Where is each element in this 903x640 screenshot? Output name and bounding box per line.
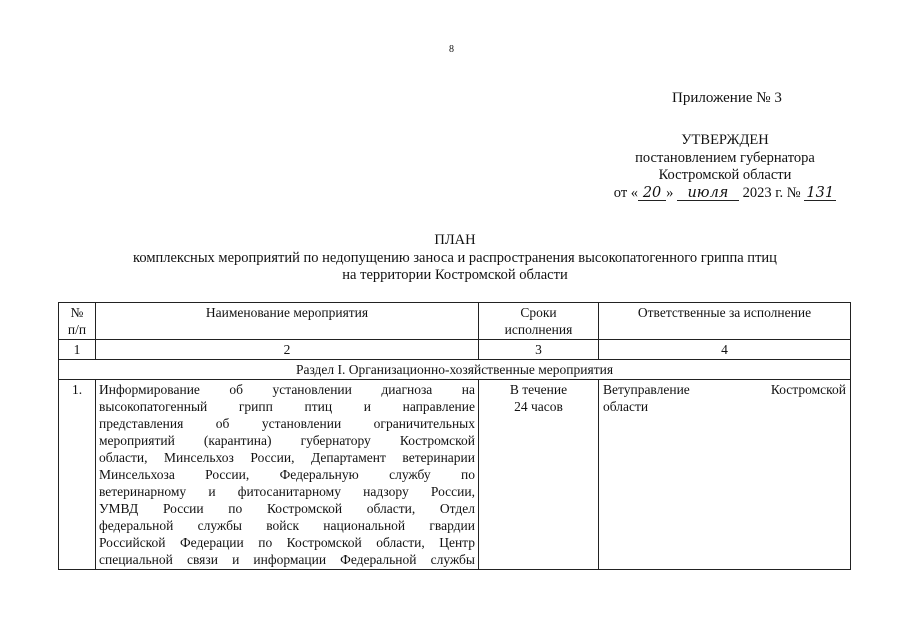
responsible-word-2: Костромской [770, 382, 846, 397]
column-number: 4 [599, 340, 851, 360]
approval-title: УТВЕРЖДЕН [681, 132, 769, 148]
activity-line: области, Минсельхоз России, Департамент ветеринарии [99, 450, 475, 465]
header-deadline [479, 303, 599, 340]
activity-line: Российской Федерации по Костромской области, Центр [99, 535, 475, 550]
handwritten-month: июля [677, 186, 739, 201]
activity-line: мероприятий (карантина) губернатору Костромской [99, 433, 475, 448]
row-number: 1. [59, 380, 96, 570]
activity-line: Информирование об установлении диагноза на [99, 382, 475, 397]
table-row [59, 380, 851, 570]
header-num [59, 303, 96, 340]
plan-table [58, 302, 851, 570]
approval-line-1: постановлением губернатора [635, 149, 815, 166]
year-text: 2023 г. № [742, 184, 801, 201]
plan-title-block [60, 232, 850, 285]
date-prefix: от « [613, 184, 639, 201]
date-mid: » [666, 184, 674, 201]
header-num-label: № п/п [67, 305, 87, 337]
activity-line: федеральной службы войск национальной гвардии [99, 518, 475, 533]
handwritten-day: 20 [638, 186, 666, 201]
table-header-row [59, 303, 851, 340]
column-number: 1 [59, 340, 96, 360]
appendix-label: Приложение № 3 [672, 90, 782, 106]
header-deadline-label: Сроки исполнения [504, 305, 573, 337]
deadline-line-1: В течение [509, 382, 568, 397]
plan-title: ПЛАН [434, 232, 476, 248]
approval-date-line [560, 185, 890, 203]
responsible-line-2: области [603, 399, 649, 414]
activity-line: специальной связи и информации Федеральной службы [99, 552, 475, 567]
row-responsible [599, 380, 851, 570]
page-number: 8 [449, 44, 454, 55]
handwritten-number: 131 [804, 186, 836, 201]
responsible-word-1: Ветуправление [603, 382, 690, 397]
responsible-line-1 [603, 381, 846, 398]
approval-block [560, 132, 890, 202]
plan-subtitle-line-1: комплексных мероприятий по недопущению заноса и распространения высокопатогенного гриппа птиц [133, 249, 777, 266]
column-number: 3 [479, 340, 599, 360]
activity-line: представления об установлении ограничительных [99, 416, 475, 431]
header-name: Наименование мероприятия [96, 303, 479, 340]
header-responsible: Ответственные за исполнение [599, 303, 851, 340]
activity-line: Минсельхоза России, Федеральную службу по [99, 467, 475, 482]
column-number: 2 [96, 340, 479, 360]
deadline-line-2: 24 часов [514, 399, 563, 414]
activity-line: ветеринарному и фитосанитарному надзору России, [99, 484, 475, 499]
row-activity [96, 380, 479, 570]
section-row [59, 360, 851, 380]
section-title: Раздел I. Организационно-хозяйственные мероприятия [59, 360, 851, 380]
activity-line: высокопатогенный грипп птиц и направление [99, 399, 475, 414]
row-deadline [479, 380, 599, 570]
plan-subtitle-line-2: на территории Костромской области [342, 267, 568, 283]
column-number-row [59, 340, 851, 360]
approval-line-2: Костромской области [658, 167, 792, 183]
activity-line: УМВД России по Костромской области, Отдел [99, 501, 475, 516]
